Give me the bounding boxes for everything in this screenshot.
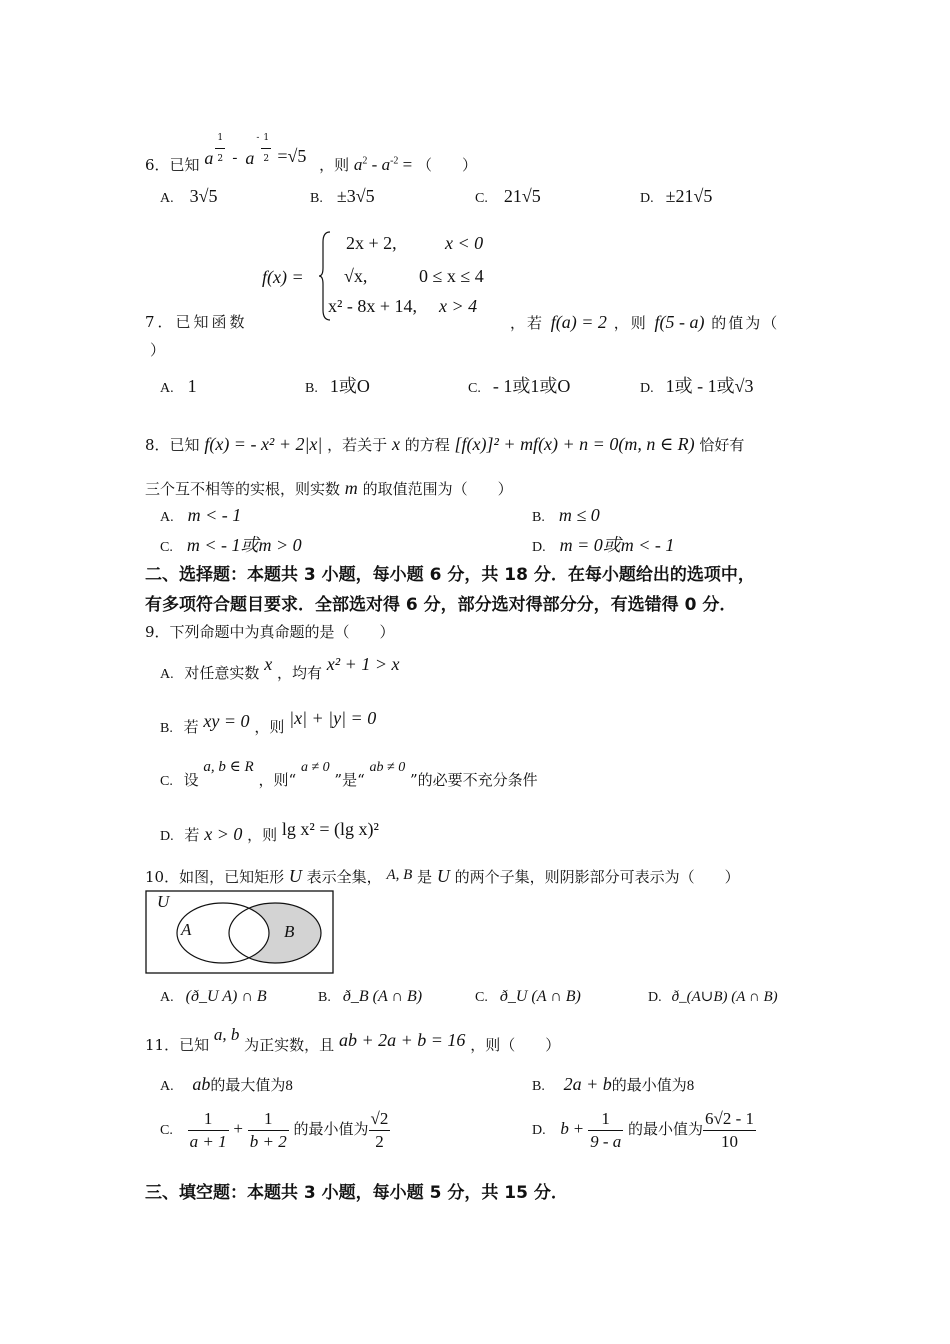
q6-option-d[interactable]: D. ±21√5 (640, 186, 713, 206)
q8-option-c[interactable]: C. m < - 1或m > 0 (160, 535, 302, 555)
q11-option-d[interactable]: D. b + $\frac{1}{9 - a}$ 的最小值为 $\frac{6√2 - 1}{10}$ (532, 1108, 755, 1151)
q8-stem-line2: 三个互不相等的实根，则实数 m 的取值范围为（ ） (145, 478, 513, 498)
q7-piecewise-function: f(x) = 2x + 2, x < 0 √x, 0 ≤ x ≤ 4 x² - 8x + 14, x > 4 (262, 228, 502, 328)
section-2-heading: 二、选择题：本题共 3 小题，每小题 6 分，共 18 分．在每小题给出的选项中， (145, 565, 755, 585)
venn-label-a: A (181, 920, 192, 939)
q11-option-c-expression: $\frac{1}{a + 1}$ + $\frac{1}{b + 2}$ (189, 1108, 287, 1151)
q9-option-b[interactable]: B. 若 xy = 0 ，则 |x| + |y| = 0 (160, 708, 377, 736)
q11-option-a[interactable]: A. ab的最大值为8 (160, 1074, 293, 1094)
q11-option-d-expression: b + $\frac{1}{9 - a}$ (560, 1108, 622, 1151)
q11-option-c[interactable]: C. $\frac{1}{a + 1}$ + $\frac{1}{b + 2}$ 的最小值为 $\frac{√2}{2}$ (160, 1108, 389, 1151)
q7-option-c[interactable]: C. - 1或1或O (468, 376, 571, 396)
q9-option-c[interactable]: C. 设 a, b ∈ R ，则“ a ≠ 0 ”是“ ab ≠ 0 ”的必要不充分条件 (160, 759, 538, 789)
q7-stem-close: ） (150, 341, 166, 359)
q7-option-b[interactable]: B. 1或O (305, 376, 370, 396)
q10-stem: 10．如图，已知矩形 U 表示全集， A, B 是 U 的两个子集，则阴影部分可表示为（ ） (145, 866, 740, 886)
q9-stem: 9．下列命题中为真命题的是（ ） (145, 623, 395, 641)
q8-option-a[interactable]: A. m < - 1 (160, 505, 242, 525)
q7-stem: 7．已知函数 (145, 313, 248, 331)
q10-option-d[interactable]: D. ð_(A∪B) (A ∩ B) (648, 989, 778, 1005)
q7-option-d[interactable]: D. 1或 - 1或√3 (640, 376, 754, 396)
section-3-heading: 三、填空题：本题共 3 小题，每小题 5 分，共 15 分． (145, 1183, 568, 1203)
q6-expression: a $\frac{1}{2}$ - a - $\frac{1}{2}$ =√5 (204, 150, 314, 170)
q9-option-d[interactable]: D. 若 x > 0 ，则 lg x² = (lg x)² (160, 819, 379, 844)
q11-option-b[interactable]: B. 2a + b的最小值为8 (532, 1074, 695, 1094)
q9-option-a[interactable]: A. 对任意实数 x ，均有 x² + 1 > x (160, 654, 400, 682)
q11-option-d-value: $\frac{6√2 - 1}{10}$ (705, 1108, 755, 1151)
q8-option-d[interactable]: D. m = 0或m < - 1 (532, 535, 675, 555)
q7-stem-tail: ，若 f(a) = 2 ，则 f(5 - a) 的值为（ (510, 312, 780, 332)
q10-option-b[interactable]: B. ð_B (A ∩ B) (318, 988, 423, 1005)
q6-expression-2: $a^2 - a^{-2}$ = (353, 155, 413, 174)
venn-diagram (145, 890, 335, 975)
venn-svg (145, 890, 335, 975)
q8-stem: 8．已知 f(x) = - x² + 2|x| ，若关于 x 的方程 [f(x)]² + mf(x) + n = 0(m, n ∈ R) 恰好有 (145, 434, 745, 454)
q6-option-b[interactable]: B. ±3√5 (310, 186, 375, 206)
q11-option-c-value: $\frac{√2}{2}$ (370, 1108, 389, 1151)
q6-option-a[interactable]: A. 3√5 (160, 186, 218, 206)
section-2-heading-line2: 有多项符合题目要求．全部选对得 6 分，部分选对得部分分，有选错得 0 分． (145, 595, 737, 615)
q6-stem: 6．已知 a $\frac{1}{2}$ - a - $\frac{1}{2}$ =√5 ，则 $a^2 - a^{-2}$ = （ ） (145, 150, 477, 175)
q8-option-b[interactable]: B. m ≤ 0 (532, 505, 600, 525)
venn-label-b: B (284, 922, 295, 941)
q6-option-c[interactable]: C. 21√5 (475, 186, 541, 206)
q11-stem: 11．已知 a, b 为正实数，且 ab + 2a + b = 16 ，则（ ） (145, 1025, 561, 1054)
q10-option-a[interactable]: A. (ð_U A) ∩ B (160, 988, 267, 1005)
q10-option-c[interactable]: C. ð_U (A ∩ B) (475, 988, 581, 1005)
q7-option-a[interactable]: A. 1 (160, 376, 197, 396)
venn-label-u: U (157, 892, 170, 911)
